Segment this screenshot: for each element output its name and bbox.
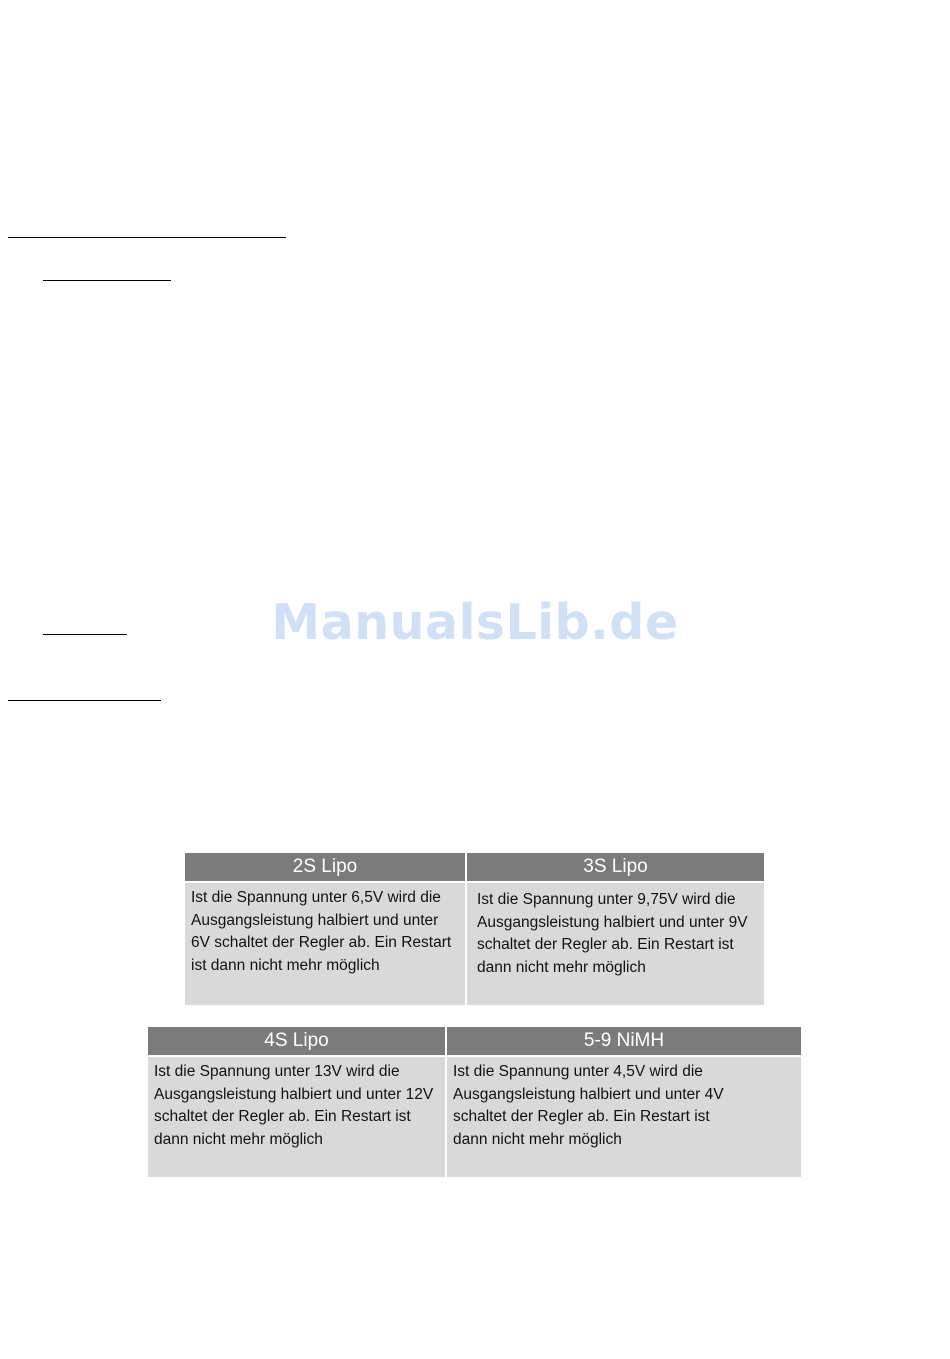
subheading-underline-1	[43, 280, 171, 281]
column-header-4s-lipo: 4S Lipo	[148, 1027, 446, 1056]
battery-table-top	[185, 853, 764, 1005]
cell-2s-lipo: Ist die Spannung unter 6,5V wird die Ausgangsleistung halbiert und unter 6V schaltet der Regler ab. Ein Restart ist dann nicht mehr möglich	[185, 882, 466, 1005]
heading-underline-1	[8, 237, 286, 238]
cell-3s-lipo: Ist die Spannung unter 9,75V wird die Ausgangsleistung halbiert und unter 9V schaltet der Regler ab. Ein Restart ist dann nicht mehr möglich	[466, 882, 764, 1005]
column-header-2s-lipo: 2S Lipo	[185, 853, 466, 882]
table-header-row	[148, 1027, 801, 1056]
cell-4s-lipo: Ist die Spannung unter 13V wird die Ausgangsleistung halbiert und unter 12V schaltet der Regler ab. Ein Restart ist dann nicht mehr möglich	[148, 1056, 446, 1177]
watermark: ManualsLib.de	[271, 594, 679, 651]
heading-underline-2	[8, 700, 161, 701]
column-header-3s-lipo: 3S Lipo	[466, 853, 764, 882]
battery-table-bottom	[148, 1027, 801, 1177]
cell-5-9-nimh: Ist die Spannung unter 4,5V wird die Ausgangsleistung halbiert und unter 4V schaltet der Regler ab. Ein Restart ist dann nicht mehr möglich	[446, 1056, 801, 1177]
table-row	[148, 1056, 801, 1177]
table-row	[185, 882, 764, 1005]
table-header-row	[185, 853, 764, 882]
column-header-5-9-nimh: 5-9 NiMH	[446, 1027, 801, 1056]
